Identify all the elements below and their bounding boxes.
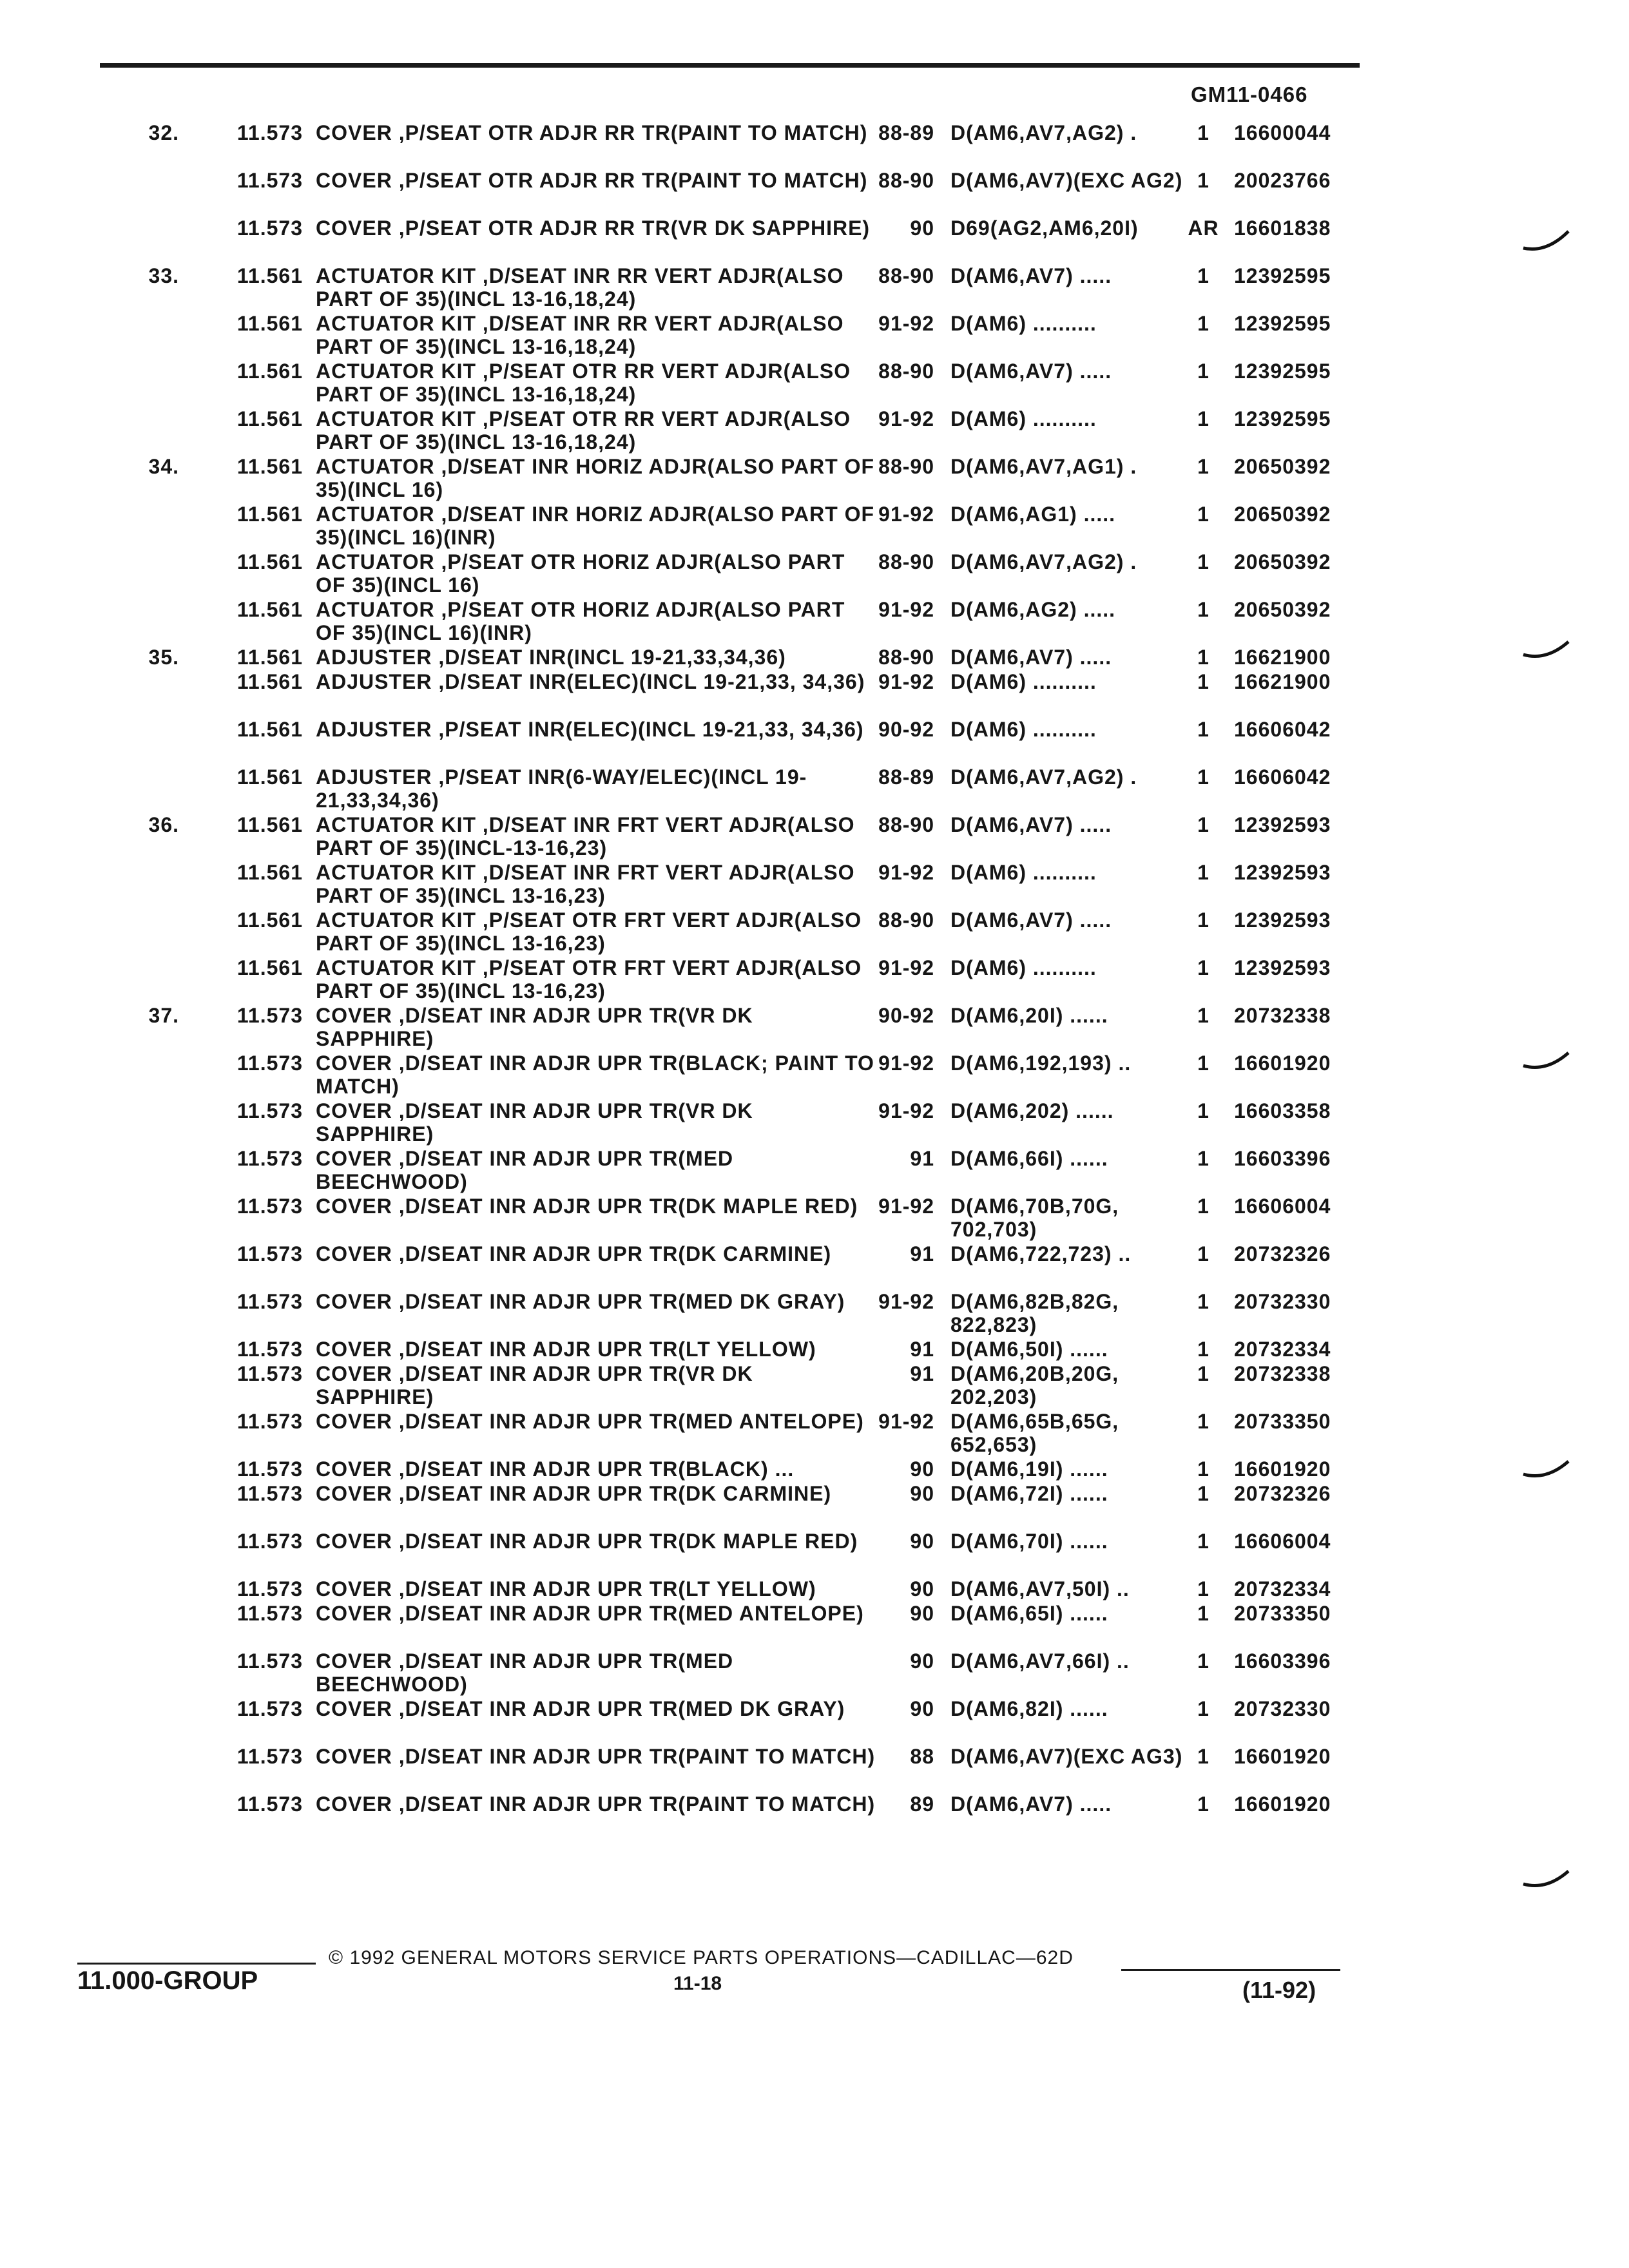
part-row: [0, 813, 1629, 861]
part-row: [0, 1577, 1629, 1602]
application: D(AM6,82I) ......: [950, 1697, 1108, 1720]
application: D(AM6,70B,70G, 702,703): [950, 1195, 1119, 1241]
part-row: [0, 956, 1629, 1004]
group-number: 11.573: [236, 1482, 303, 1505]
quantity: 1: [1197, 1649, 1210, 1673]
model-years: 88-90: [878, 646, 934, 669]
quantity: 1: [1197, 455, 1210, 478]
item-number: 35.: [148, 646, 179, 669]
part-description: COVER ,D/SEAT INR ADJR UPR TR(DK CARMINE): [316, 1482, 832, 1505]
part-number: 16601920: [1234, 1745, 1331, 1768]
page-number: 11-18: [673, 1973, 722, 1994]
model-years: 91-92: [878, 598, 934, 621]
footer-rule-left: [77, 1963, 316, 1965]
quantity: 1: [1197, 1745, 1210, 1768]
quantity: 1: [1197, 503, 1210, 526]
application: D(AM6,72I) ......: [950, 1482, 1108, 1505]
header-rule: [100, 63, 1360, 68]
part-description: ACTUATOR KIT ,P/SEAT OTR FRT VERT ADJR(ALSO PART OF 35)(INCL 13-16,23): [316, 956, 862, 1003]
part-description: COVER ,D/SEAT INR ADJR UPR TR(VR DK SAPPHIRE): [316, 1004, 753, 1050]
quantity: 1: [1197, 1530, 1210, 1553]
part-row: [0, 121, 1629, 169]
group-number: 11.561: [236, 646, 303, 669]
application: D(AM6,AV7,AG2) .: [950, 550, 1137, 573]
part-number: 12392593: [1234, 861, 1331, 884]
part-description: ACTUATOR KIT ,P/SEAT OTR FRT VERT ADJR(ALSO PART OF 35)(INCL 13-16,23): [316, 908, 862, 955]
application: D(AM6,19I) ......: [950, 1457, 1108, 1481]
application: D(AM6,AG1) .....: [950, 503, 1116, 526]
part-number: 20732326: [1234, 1482, 1331, 1505]
part-number: 12392595: [1234, 407, 1331, 430]
group-number: 11.573: [236, 1338, 303, 1361]
part-description: COVER ,D/SEAT INR ADJR UPR TR(MED BEECHWOOD): [316, 1649, 734, 1696]
part-number: 16601920: [1234, 1052, 1331, 1075]
group-number: 11.561: [236, 550, 303, 573]
margin-check-mark: [1521, 229, 1572, 255]
group-label: 11.000-GROUP: [77, 1966, 258, 1995]
group-number: 11.561: [236, 718, 303, 741]
application: D(AM6) ..........: [950, 956, 1097, 979]
part-description: ACTUATOR KIT ,P/SEAT OTR RR VERT ADJR(ALSO PART OF 35)(INCL 13-16,18,24): [316, 407, 851, 454]
model-years: 90: [910, 1482, 934, 1505]
application: D(AM6,70I) ......: [950, 1530, 1108, 1553]
item-number: 34.: [148, 455, 179, 478]
part-number: 12392593: [1234, 813, 1331, 836]
model-years: 90: [910, 1457, 934, 1481]
group-number: 11.561: [236, 598, 303, 621]
part-row: [0, 407, 1629, 455]
model-years: 90: [910, 1649, 934, 1673]
model-years: 89: [910, 1792, 934, 1816]
item-number: 33.: [148, 264, 179, 287]
part-row: [0, 598, 1629, 646]
part-number: 16603396: [1234, 1649, 1331, 1673]
part-row: [0, 646, 1629, 670]
model-years: 91-92: [878, 503, 934, 526]
application: D(AM6,AV7)(EXC AG2): [950, 169, 1183, 192]
model-years: 88-90: [878, 813, 934, 836]
model-years: 91: [910, 1147, 934, 1170]
group-number: 11.561: [236, 813, 303, 836]
model-years: 88-90: [878, 360, 934, 383]
part-number: 16606004: [1234, 1530, 1331, 1553]
model-years: 91-92: [878, 1099, 934, 1122]
part-description: COVER ,D/SEAT INR ADJR UPR TR(MED DK GRAY): [316, 1290, 845, 1313]
group-number: 11.561: [236, 455, 303, 478]
part-number: 20732330: [1234, 1290, 1331, 1313]
quantity: 1: [1197, 1052, 1210, 1075]
part-row: [0, 360, 1629, 407]
margin-check-mark: [1521, 1867, 1572, 1893]
quantity: 1: [1197, 1290, 1210, 1313]
part-description: COVER ,D/SEAT INR ADJR UPR TR(MED BEECHWOOD): [316, 1147, 734, 1193]
part-number: 20732334: [1234, 1338, 1331, 1361]
quantity: 1: [1197, 956, 1210, 979]
model-years: 90: [910, 1577, 934, 1600]
group-number: 11.561: [236, 765, 303, 789]
model-years: 88-90: [878, 264, 934, 287]
part-description: ACTUATOR ,P/SEAT OTR HORIZ ADJR(ALSO PART OF 35)(INCL 16): [316, 550, 845, 597]
part-description: ADJUSTER ,P/SEAT INR(6-WAY/ELEC)(INCL 19- 21,33,34,36): [316, 765, 807, 812]
part-description: ACTUATOR KIT ,D/SEAT INR FRT VERT ADJR(ALSO PART OF 35)(INCL 13-16,23): [316, 861, 855, 907]
part-number: 16603396: [1234, 1147, 1331, 1170]
part-number: 16603358: [1234, 1099, 1331, 1122]
quantity: 1: [1197, 1457, 1210, 1481]
quantity: 1: [1197, 312, 1210, 335]
part-number: 16621900: [1234, 670, 1331, 693]
application: D(AM6,65I) ......: [950, 1602, 1108, 1625]
model-years: 88-90: [878, 169, 934, 192]
quantity: 1: [1197, 121, 1210, 144]
document-code: GM11-0466: [1191, 82, 1308, 106]
quantity: 1: [1197, 264, 1210, 287]
group-number: 11.561: [236, 861, 303, 884]
group-number: 11.573: [236, 169, 303, 192]
part-number: 12392595: [1234, 312, 1331, 335]
part-row: [0, 1004, 1629, 1052]
model-years: 88-90: [878, 908, 934, 932]
group-number: 11.573: [236, 1242, 303, 1265]
part-description: ACTUATOR KIT ,P/SEAT OTR RR VERT ADJR(ALSO PART OF 35)(INCL 13-16,18,24): [316, 360, 851, 406]
part-description: ACTUATOR ,D/SEAT INR HORIZ ADJR(ALSO PART OF 35)(INCL 16)(INR): [316, 503, 875, 549]
application: D(AM6) ..........: [950, 861, 1097, 884]
part-row: [0, 1147, 1629, 1195]
group-number: 11.573: [236, 121, 303, 144]
quantity: 1: [1197, 1004, 1210, 1027]
application: D(AM6,AV7) .....: [950, 1792, 1112, 1816]
quantity: 1: [1197, 1195, 1210, 1218]
group-number: 11.573: [236, 1362, 303, 1385]
quantity: 1: [1197, 1147, 1210, 1170]
quantity: 1: [1197, 1577, 1210, 1600]
group-number: 11.561: [236, 360, 303, 383]
part-row: [0, 861, 1629, 908]
application: D(AM6,20B,20G, 202,203): [950, 1362, 1119, 1408]
part-description: COVER ,D/SEAT INR ADJR UPR TR(BLACK) ...: [316, 1457, 795, 1481]
part-number: 20650392: [1234, 503, 1331, 526]
application: D(AM6,50I) ......: [950, 1338, 1108, 1361]
application: D(AM6,20I) ......: [950, 1004, 1108, 1027]
part-description: COVER ,D/SEAT INR ADJR UPR TR(MED DK GRAY): [316, 1697, 845, 1720]
group-number: 11.561: [236, 264, 303, 287]
part-row: [0, 550, 1629, 598]
part-row: [0, 1290, 1629, 1338]
application: D(AM6) ..........: [950, 312, 1097, 335]
part-number: 20650392: [1234, 550, 1331, 573]
part-description: ACTUATOR KIT ,D/SEAT INR RR VERT ADJR(ALSO PART OF 35)(INCL 13-16,18,24): [316, 264, 844, 311]
model-years: 88-89: [878, 121, 934, 144]
model-years: 90-92: [878, 718, 934, 741]
model-years: 91-92: [878, 1052, 934, 1075]
part-number: 20733350: [1234, 1410, 1331, 1433]
group-number: 11.573: [236, 1410, 303, 1433]
date-code: (11-92): [1242, 1977, 1316, 2003]
part-row: [0, 718, 1629, 765]
part-row: [0, 216, 1629, 264]
application: D(AM6,AV7,AG2) .: [950, 765, 1137, 789]
model-years: 88-89: [878, 765, 934, 789]
model-years: 88: [910, 1745, 934, 1768]
application: D(AM6,AV7,AG1) .: [950, 455, 1137, 478]
application: D(AM6,AV7) .....: [950, 813, 1112, 836]
application: D(AM6,AV7) .....: [950, 908, 1112, 932]
quantity: 1: [1197, 1410, 1210, 1433]
model-years: 90: [910, 1530, 934, 1553]
model-years: 91: [910, 1338, 934, 1361]
group-number: 11.573: [236, 1195, 303, 1218]
group-number: 11.573: [236, 1577, 303, 1600]
footer-rule-right: [1121, 1969, 1340, 1971]
item-number: 32.: [148, 121, 179, 144]
quantity: 1: [1197, 1602, 1210, 1625]
part-number: 20733350: [1234, 1602, 1331, 1625]
quantity: 1: [1197, 861, 1210, 884]
part-description: COVER ,D/SEAT INR ADJR UPR TR(BLACK; PAINT TO MATCH): [316, 1052, 874, 1098]
part-row: [0, 1602, 1629, 1649]
part-row: [0, 1338, 1629, 1362]
quantity: 1: [1197, 1242, 1210, 1265]
group-number: 11.573: [236, 1004, 303, 1027]
quantity: 1: [1197, 1338, 1210, 1361]
part-row: [0, 1697, 1629, 1745]
model-years: 91-92: [878, 956, 934, 979]
application: D(AM6,AV7,66I) ..: [950, 1649, 1130, 1673]
group-number: 11.573: [236, 1530, 303, 1553]
part-number: 16606042: [1234, 718, 1331, 741]
part-number: 20650392: [1234, 598, 1331, 621]
part-row: [0, 169, 1629, 216]
part-row: [0, 503, 1629, 550]
quantity: 1: [1197, 550, 1210, 573]
quantity: 1: [1197, 360, 1210, 383]
quantity: 1: [1197, 813, 1210, 836]
part-description: COVER ,D/SEAT INR ADJR UPR TR(DK MAPLE RED): [316, 1195, 858, 1218]
part-description: COVER ,D/SEAT INR ADJR UPR TR(VR DK SAPPHIRE): [316, 1099, 753, 1146]
part-row: [0, 312, 1629, 360]
group-number: 11.573: [236, 1745, 303, 1768]
group-number: 11.561: [236, 407, 303, 430]
application: D69(AG2,AM6,20I): [950, 216, 1139, 240]
quantity: 1: [1197, 670, 1210, 693]
quantity: 1: [1197, 646, 1210, 669]
part-description: COVER ,D/SEAT INR ADJR UPR TR(VR DK SAPPHIRE): [316, 1362, 753, 1408]
part-description: ADJUSTER ,P/SEAT INR(ELEC)(INCL 19-21,33, 34,36): [316, 718, 864, 741]
group-number: 11.561: [236, 956, 303, 979]
group-number: 11.561: [236, 670, 303, 693]
margin-check-mark: [1521, 638, 1572, 664]
application: D(AM6,65B,65G, 652,653): [950, 1410, 1119, 1456]
quantity: 1: [1197, 1792, 1210, 1816]
part-row: [0, 455, 1629, 503]
group-number: 11.573: [236, 1602, 303, 1625]
application: D(AM6,192,193) ..: [950, 1052, 1132, 1075]
group-number: 11.573: [236, 216, 303, 240]
quantity: 1: [1197, 407, 1210, 430]
quantity: 1: [1197, 765, 1210, 789]
model-years: 88-90: [878, 455, 934, 478]
application: D(AM6,AV7) .....: [950, 646, 1112, 669]
model-years: 91-92: [878, 670, 934, 693]
model-years: 91-92: [878, 861, 934, 884]
group-number: 11.573: [236, 1099, 303, 1122]
quantity: 1: [1197, 718, 1210, 741]
model-years: 91-92: [878, 1410, 934, 1433]
part-row: [0, 1410, 1629, 1457]
part-number: 20732338: [1234, 1362, 1331, 1385]
part-description: COVER ,D/SEAT INR ADJR UPR TR(LT YELLOW): [316, 1338, 816, 1361]
part-description: ADJUSTER ,D/SEAT INR(ELEC)(INCL 19-21,33, 34,36): [316, 670, 865, 693]
part-row: [0, 1099, 1629, 1147]
group-number: 11.573: [236, 1052, 303, 1075]
part-row: [0, 670, 1629, 718]
model-years: 90: [910, 1602, 934, 1625]
part-row: [0, 1649, 1629, 1697]
part-description: COVER ,P/SEAT OTR ADJR RR TR(PAINT TO MATCH): [316, 121, 868, 144]
application: D(AM6,82B,82G, 822,823): [950, 1290, 1119, 1336]
application: D(AM6,AG2) .....: [950, 598, 1116, 621]
part-description: COVER ,P/SEAT OTR ADJR RR TR(VR DK SAPPHIRE): [316, 216, 871, 240]
margin-check-mark: [1521, 1457, 1572, 1483]
quantity: 1: [1197, 1697, 1210, 1720]
group-number: 11.561: [236, 503, 303, 526]
quantity: 1: [1197, 1099, 1210, 1122]
application: D(AM6,AV7) .....: [950, 264, 1112, 287]
part-description: ACTUATOR KIT ,D/SEAT INR RR VERT ADJR(ALSO PART OF 35)(INCL 13-16,18,24): [316, 312, 844, 358]
part-number: 20732326: [1234, 1242, 1331, 1265]
part-description: ACTUATOR ,P/SEAT OTR HORIZ ADJR(ALSO PART OF 35)(INCL 16)(INR): [316, 598, 845, 644]
model-years: 90: [910, 216, 934, 240]
group-number: 11.573: [236, 1457, 303, 1481]
application: D(AM6) ..........: [950, 670, 1097, 693]
part-row: [0, 1482, 1629, 1530]
group-number: 11.573: [236, 1792, 303, 1816]
model-years: 91-92: [878, 407, 934, 430]
part-description: COVER ,P/SEAT OTR ADJR RR TR(PAINT TO MATCH): [316, 169, 868, 192]
part-description: ACTUATOR ,D/SEAT INR HORIZ ADJR(ALSO PART OF 35)(INCL 16): [316, 455, 875, 501]
part-number: 20023766: [1234, 169, 1331, 192]
quantity: AR: [1188, 216, 1219, 240]
part-row: [0, 1457, 1629, 1482]
part-row: [0, 1792, 1629, 1840]
quantity: 1: [1197, 1482, 1210, 1505]
part-number: 16606004: [1234, 1195, 1331, 1218]
model-years: 91-92: [878, 1195, 934, 1218]
application: D(AM6) ..........: [950, 718, 1097, 741]
application: D(AM6,66I) ......: [950, 1147, 1108, 1170]
part-number: 16606042: [1234, 765, 1331, 789]
model-years: 88-90: [878, 550, 934, 573]
margin-check-mark: [1521, 1049, 1572, 1075]
part-number: 16600044: [1234, 121, 1331, 144]
group-number: 11.573: [236, 1147, 303, 1170]
part-number: 12392593: [1234, 908, 1331, 932]
part-description: COVER ,D/SEAT INR ADJR UPR TR(MED ANTELOPE): [316, 1410, 864, 1433]
part-number: 20732338: [1234, 1004, 1331, 1027]
model-years: 91-92: [878, 1290, 934, 1313]
part-row: [0, 1052, 1629, 1099]
model-years: 91-92: [878, 312, 934, 335]
quantity: 1: [1197, 169, 1210, 192]
model-years: 91: [910, 1362, 934, 1385]
part-description: COVER ,D/SEAT INR ADJR UPR TR(PAINT TO MATCH): [316, 1745, 876, 1768]
model-years: 91: [910, 1242, 934, 1265]
part-number: 16601838: [1234, 216, 1331, 240]
part-description: COVER ,D/SEAT INR ADJR UPR TR(DK CARMINE): [316, 1242, 832, 1265]
part-number: 16601920: [1234, 1792, 1331, 1816]
model-years: 90: [910, 1697, 934, 1720]
parts-list: [0, 121, 1629, 1840]
part-number: 20732330: [1234, 1697, 1331, 1720]
part-row: [0, 908, 1629, 956]
part-description: COVER ,D/SEAT INR ADJR UPR TR(PAINT TO MATCH): [316, 1792, 876, 1816]
model-years: 90-92: [878, 1004, 934, 1027]
group-number: 11.561: [236, 908, 303, 932]
part-number: 12392595: [1234, 360, 1331, 383]
part-row: [0, 1362, 1629, 1410]
group-number: 11.573: [236, 1697, 303, 1720]
quantity: 1: [1197, 908, 1210, 932]
application: D(AM6,722,723) ..: [950, 1242, 1132, 1265]
group-number: 11.573: [236, 1290, 303, 1313]
part-row: [0, 1242, 1629, 1290]
part-description: COVER ,D/SEAT INR ADJR UPR TR(DK MAPLE RED): [316, 1530, 858, 1553]
part-number: 16601920: [1234, 1457, 1331, 1481]
part-description: COVER ,D/SEAT INR ADJR UPR TR(LT YELLOW): [316, 1577, 816, 1600]
part-description: ACTUATOR KIT ,D/SEAT INR FRT VERT ADJR(ALSO PART OF 35)(INCL-13-16,23): [316, 813, 855, 860]
part-row: [0, 1745, 1629, 1792]
application: D(AM6) ..........: [950, 407, 1097, 430]
part-number: 16621900: [1234, 646, 1331, 669]
quantity: 1: [1197, 1362, 1210, 1385]
part-number: 20732334: [1234, 1577, 1331, 1600]
item-number: 36.: [148, 813, 179, 836]
part-number: 20650392: [1234, 455, 1331, 478]
part-number: 12392595: [1234, 264, 1331, 287]
part-row: [0, 765, 1629, 813]
part-description: ADJUSTER ,D/SEAT INR(INCL 19-21,33,34,36): [316, 646, 786, 669]
application: D(AM6,AV7,AG2) .: [950, 121, 1137, 144]
quantity: 1: [1197, 598, 1210, 621]
application: D(AM6,AV7) .....: [950, 360, 1112, 383]
part-row: [0, 1195, 1629, 1242]
application: D(AM6,AV7)(EXC AG3): [950, 1745, 1183, 1768]
item-number: 37.: [148, 1004, 179, 1027]
group-number: 11.561: [236, 312, 303, 335]
copyright-notice: © 1992 GENERAL MOTORS SERVICE PARTS OPERATIONS—CADILLAC—62D: [329, 1947, 1074, 1968]
application: D(AM6,202) ......: [950, 1099, 1114, 1122]
group-number: 11.573: [236, 1649, 303, 1673]
part-description: COVER ,D/SEAT INR ADJR UPR TR(MED ANTELOPE): [316, 1602, 864, 1625]
part-row: [0, 1530, 1629, 1577]
application: D(AM6,AV7,50I) ..: [950, 1577, 1130, 1600]
part-row: [0, 264, 1629, 312]
part-number: 12392593: [1234, 956, 1331, 979]
